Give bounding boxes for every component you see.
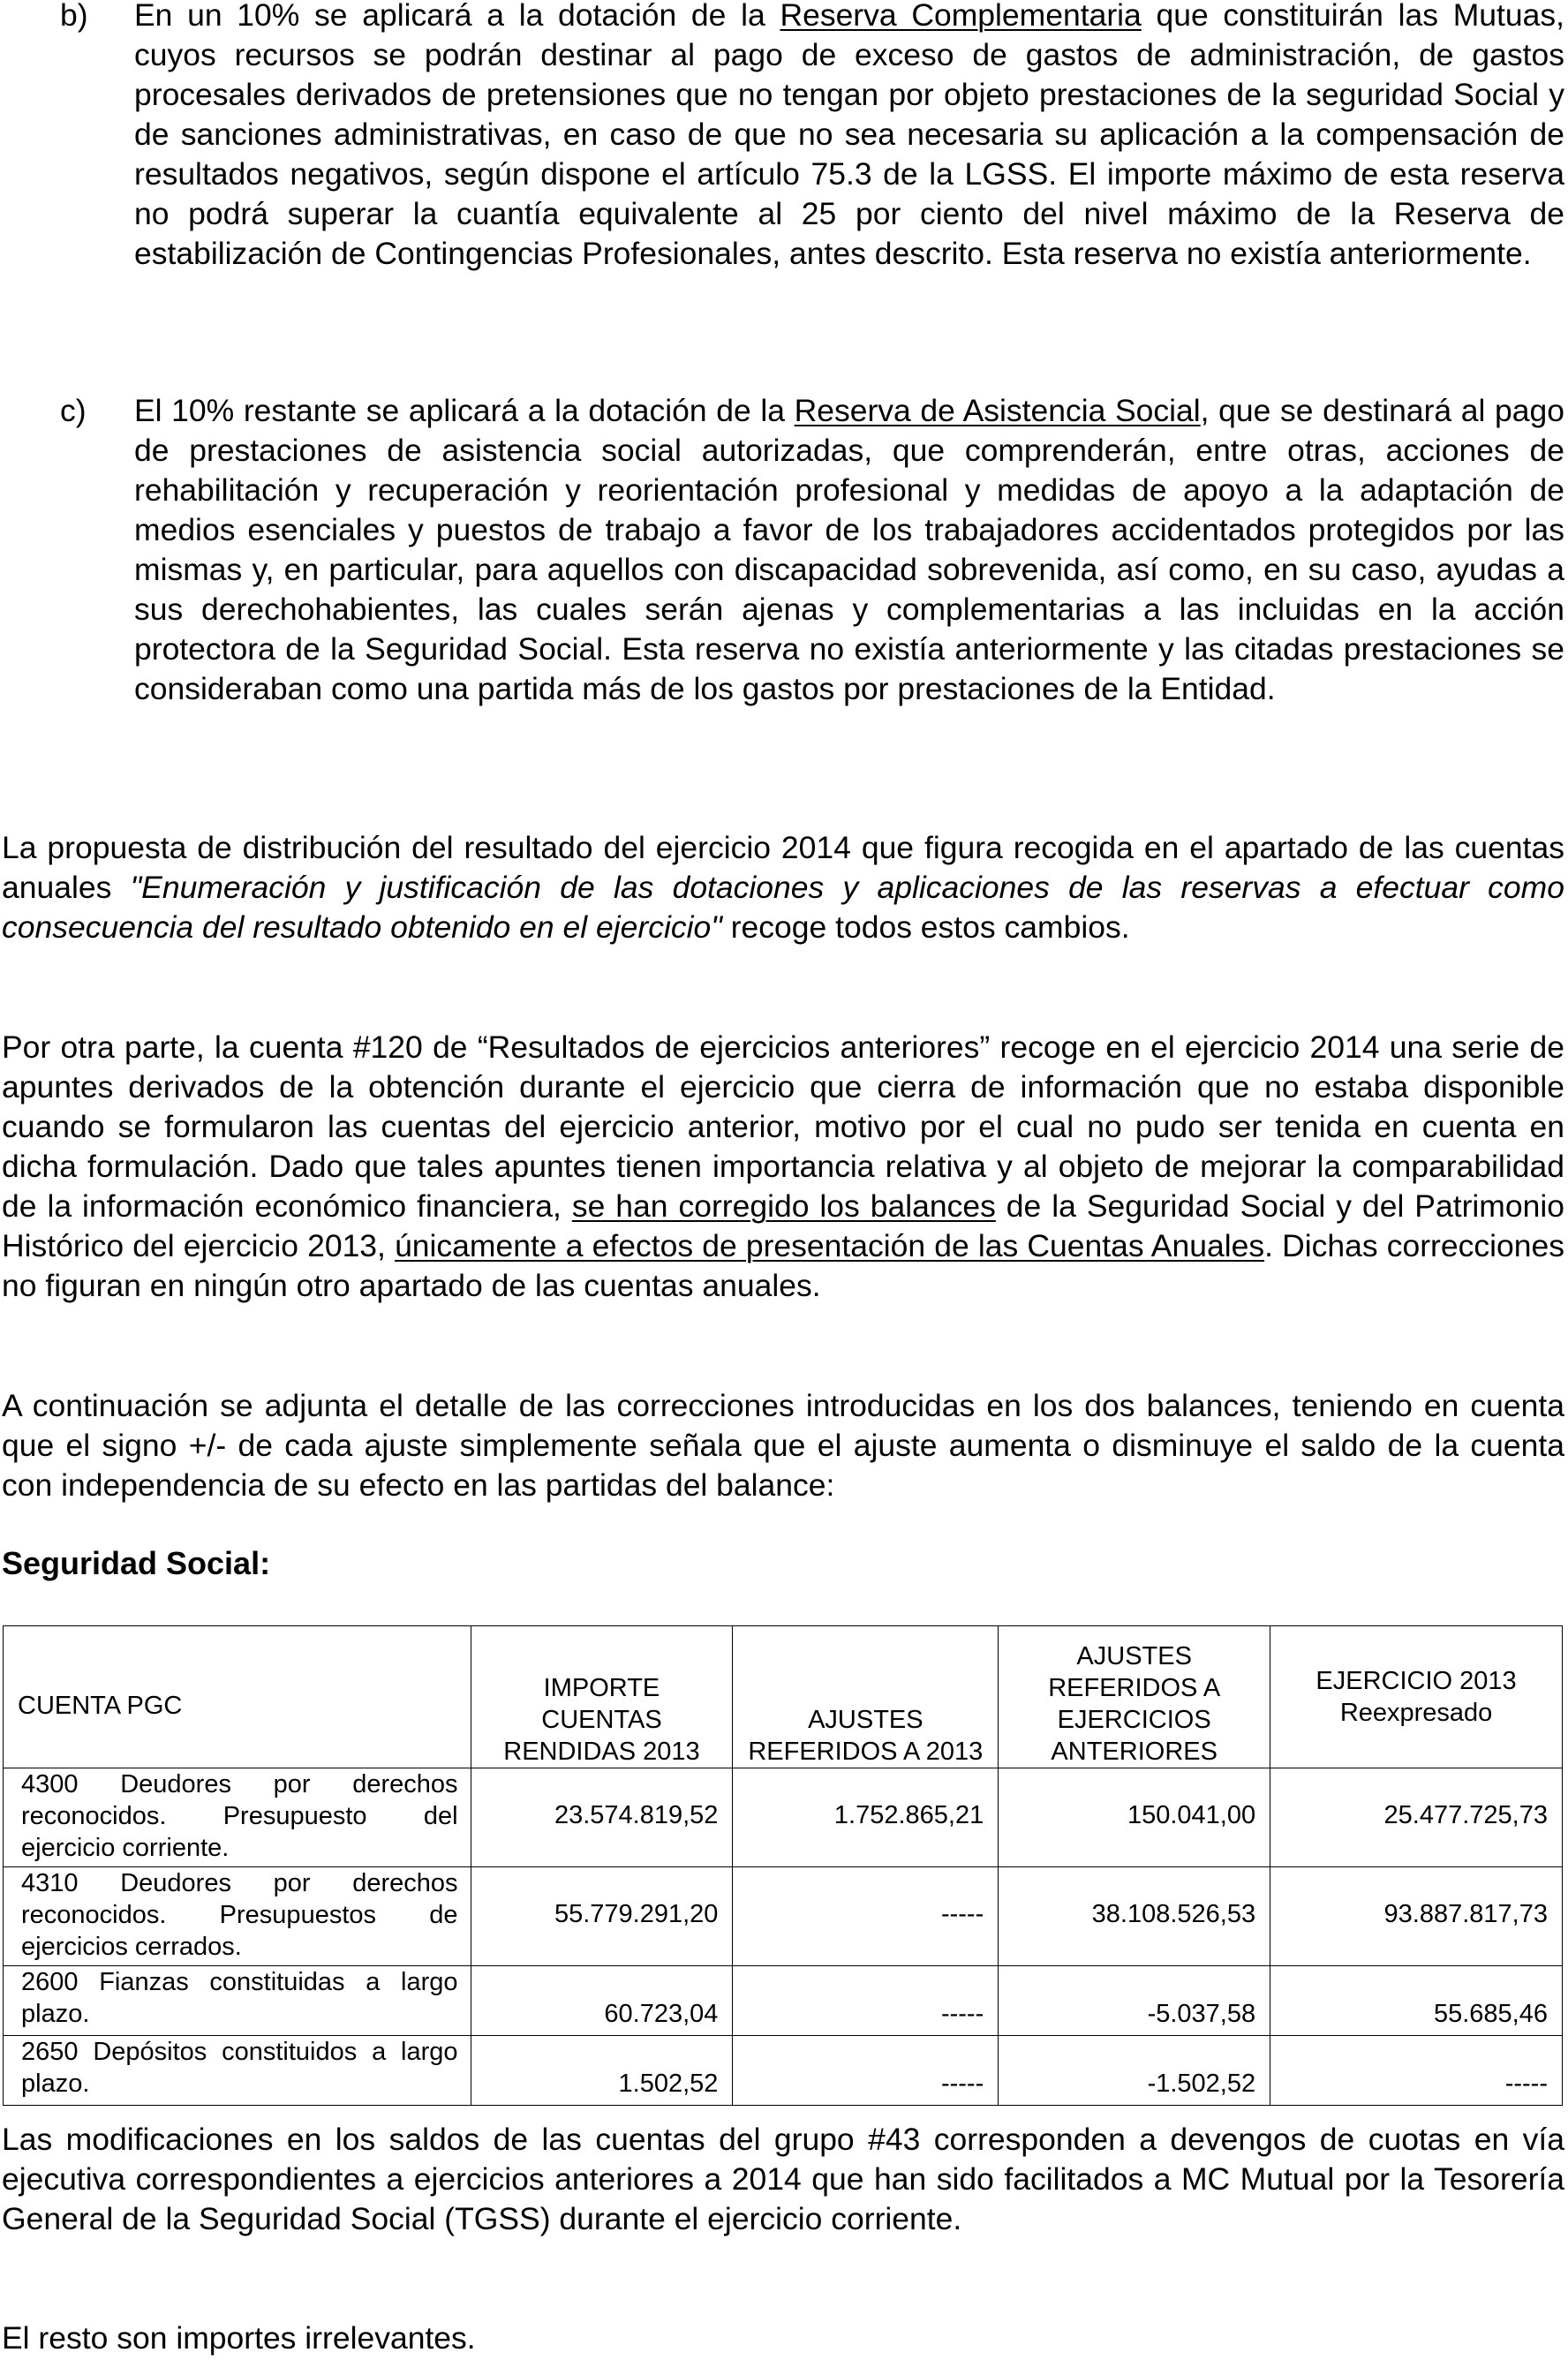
table-row <box>4 1966 1563 2036</box>
cell-value: 25.477.725,73 <box>1270 1768 1563 1867</box>
cell-account: 4310 Deudores por derechos reconocidos. Presupuestos de ejercicios cerrados. <box>4 1867 471 1966</box>
paragraph-detalle: A continuación se adjunta el detalle de las correcciones introducidas en los dos balances, teniendo en cuenta que el signo +/- de cada ajuste simplemente señala que el ajuste aumenta o disminuye el saldo de la cuenta con independencia de su efecto en las partidas del balance: <box>2 1388 1564 1503</box>
cell-value: 93.887.817,73 <box>1270 1867 1563 1966</box>
cell-account: 4300 Deudores por derechos reconocidos. Presupuesto del ejercicio corriente. <box>4 1768 471 1867</box>
cell-value: 1.752.865,21 <box>733 1768 999 1867</box>
cell-value: 1.502,52 <box>471 2036 733 2106</box>
paragraph-modificaciones: Las modificaciones en los saldos de las cuentas del grupo #43 corresponden a devengos de cuotas en vía ejecutiva correspondientes a ejercicios anteriores a 2014 que han sido facilitados a MC Mutual por la Tesorería General de la Seguridad Social (TGSS) durante el ejercicio corriente. <box>2 2122 1564 2236</box>
list-item-text: El 10% restante se aplicará a la dotación de la Reserva de Asistencia Social, que se destinará al pago de prestaciones de asistencia social autorizadas, que comprenderán, entre otras, acciones de rehabilitación y recuperación y reorientación profesional y medidas de apoyo a la adaptación de medios esenciales y puestos de trabajo a favor de los trabajadores accidentados protegidos por las mismas y, en particular, para aquellos con discapacidad sobrevenida, así como, en su caso, ayudas a sus derechohabientes, las cuales serán ajenas y complementarias a las incluidas en la acción protectora de la Seguridad Social. Esta reserva no existía anteriormente y las citadas prestaciones se consideraban como una partida más de los gastos por prestaciones de la Entidad. <box>134 393 1564 706</box>
quoted-section-title: "Enumeración y justificación de las dotaciones y aplicaciones de las reservas a efectuar como consecuencia del resultado obtenido en el ejercicio" <box>2 870 1564 945</box>
corrections-table <box>3 1625 1563 2106</box>
paragraph-cuenta-120: Por otra parte, la cuenta #120 de “Resultados de ejercicios anteriores” recoge en el ejercicio 2014 una serie de apuntes derivados de la obtención durante el ejercicio que cierra de información que no estaba disponible cuando se formularon las cuentas del ejercicio anterior, motivo por el cual no pudo ser tenida en cuenta en dicha formulación. Dado que tales apuntes tienen importancia relativa y al objeto de mejorar la comparabilidad de la información económico financiera, se han corregido los balances de la Seguridad Social y del Patrimonio Histórico del ejercicio 2013, únicamente a efectos de presentación de las Cuentas Anuales. Dichas correcciones no figuran en ningún otro apartado de las cuentas anuales. <box>2 1029 1564 1303</box>
cell-value: 23.574.819,52 <box>471 1768 733 1867</box>
underlined-phrase-balances: se han corregido los balances <box>571 1188 996 1224</box>
reserva-asistencia-social-term: Reserva de Asistencia Social <box>794 393 1201 428</box>
paragraph-distribucion: La propuesta de distribución del resultado del ejercicio 2014 que figura recogida en el apartado de las cuentas anuales "Enumeración y justificación de las dotaciones y aplicaciones de las reservas a efectuar como consecuencia del resultado obtenido en el ejercicio" recoge todos estos cambios. <box>2 830 1564 945</box>
cell-value: 150.041,00 <box>999 1768 1270 1867</box>
cell-value: 60.723,04 <box>471 1966 733 2036</box>
list-marker: c) <box>60 393 87 428</box>
cell-value: 38.108.526,53 <box>999 1867 1270 1966</box>
table-row <box>4 1867 1563 1966</box>
table-row <box>4 2036 1563 2106</box>
cell-value: -5.037,58 <box>999 1966 1270 2036</box>
cell-value: ----- <box>1270 2036 1563 2106</box>
header-ajustes-anteriores: AJUSTES REFERIDOS A EJERCICIOS ANTERIORES <box>999 1626 1270 1768</box>
section-heading: Seguridad Social: <box>2 1545 271 1581</box>
header-importe: IMPORTE CUENTAS RENDIDAS 2013 <box>471 1626 733 1768</box>
list-marker: b) <box>60 0 88 33</box>
table-header-row <box>4 1626 1563 1768</box>
cell-value: ----- <box>733 1966 999 2036</box>
cell-account: 2600 Fianzas constituidas a largo plazo. <box>4 1966 471 2036</box>
cell-value: ----- <box>733 1867 999 1966</box>
header-cuenta: CUENTA PGC <box>4 1626 471 1768</box>
cell-value: -1.502,52 <box>999 2036 1270 2106</box>
paragraph-resto: El resto son importes irrelevantes. <box>2 2320 476 2356</box>
underlined-phrase-presentacion: únicamente a efectos de presentación de las Cuentas Anuales <box>395 1228 1265 1263</box>
header-ajustes-2013: AJUSTES REFERIDOS A 2013 <box>733 1626 999 1768</box>
table-row <box>4 1768 1563 1867</box>
header-reexpresado: EJERCICIO 2013 Reexpresado <box>1270 1626 1563 1768</box>
reserva-complementaria-term: Reserva Complementaria <box>780 0 1142 33</box>
cell-value: ----- <box>733 2036 999 2106</box>
cell-value: 55.685,46 <box>1270 1966 1563 2036</box>
cell-value: 55.779.291,20 <box>471 1867 733 1966</box>
list-item-text: En un 10% se aplicará a la dotación de la Reserva Complementaria que constituirán las Mutuas, cuyos recursos se podrán destinar al pago de exceso de gastos de administración, de gastos procesales derivados de pretensiones que no tengan por objeto prestaciones de la seguridad Social y de sanciones administrativas, en caso de que no sea necesaria su aplicación a la compensación de resultados negativos, según dispone el artículo 75.3 de la LGSS. El importe máximo de esta reserva no podrá superar la cuantía equivalente al 25 por ciento del nivel máximo de la Reserva de estabilización de Contingencias Profesionales, antes descrito. Esta reserva no existía anteriormente. <box>134 0 1564 274</box>
cell-account: 2650 Depósitos constituidos a largo plazo. <box>4 2036 471 2106</box>
